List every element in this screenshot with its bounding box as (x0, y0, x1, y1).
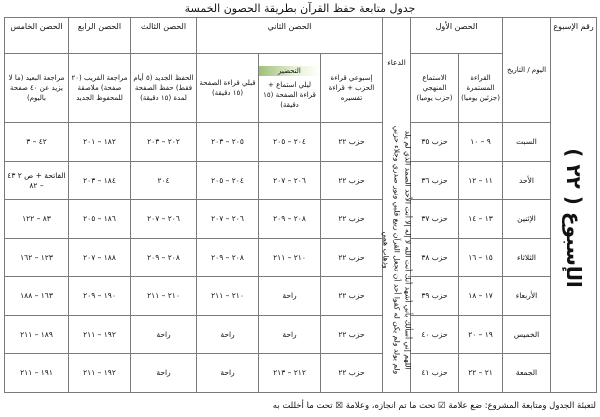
day-cell: الجمعة (503, 354, 551, 393)
new-mem-cell: راحة (131, 354, 197, 393)
far-review-cell: ١٦٣ – ١٨٨ (5, 277, 69, 316)
new-mem-cell: ٢١٠ – ٢١١ (131, 277, 197, 316)
new-mem-cell: ٢٠٤ (131, 161, 197, 200)
nightly-label: ليلي استماع + قراءة الصفحة (١٥ دقيقة) (263, 81, 316, 110)
far-review-cell: ١٢٣ – ١٦٢ (5, 238, 69, 277)
far-review-cell: ١٩١ – ٢١١ (5, 354, 69, 393)
weekly-cell: حزب ٢٢ (321, 354, 383, 393)
preparation-label: التحضير (259, 66, 320, 76)
footer-instructions: لتعبئة الجدول ومتابعة المشروع: ضع علامة ☑ تحت ما تم انجازه، وعلامة ☒ تحت ما أخللت به (272, 401, 596, 411)
far-review-cell: ٨٣ – ١٢٢ (5, 200, 69, 239)
listening-cell: حزب ٣٨ (411, 238, 459, 277)
nightly-header (259, 54, 321, 123)
tribal-cell: ٢٠٦ – ٢٠٧ (197, 200, 259, 239)
listening-cell: حزب ٤١ (411, 354, 459, 393)
near-review-cell: ١٨٨ – ٢٠٧ (69, 238, 131, 277)
day-cell: الإثنين (503, 200, 551, 239)
day-cell: السبت (503, 123, 551, 162)
reading-cell: ١٣ – ١٤ (459, 200, 503, 239)
listening-cell: حزب ٣٦ (411, 161, 459, 200)
near-review-cell: ١٩٢ – ٢١١ (69, 315, 131, 354)
day-cell: الثلاثاء (503, 238, 551, 277)
weekly-header: إسبوعي قراءة الحزب + قراءة تفسيره (321, 54, 383, 123)
tribal-cell: ٢١٠ – ٢١١ (197, 277, 259, 316)
table-row (5, 161, 597, 200)
day-cell: الخميس (503, 315, 551, 354)
session2-header: الحصن الثاني (197, 18, 383, 54)
new-mem-cell: ٢٠٦ – ٢٠٧ (131, 200, 197, 239)
weekly-cell: حزب ٢٢ (321, 161, 383, 200)
tracking-table (4, 17, 597, 393)
weekly-cell: حزب ٢٢ (321, 200, 383, 239)
day-cell: الأربعاء (503, 277, 551, 316)
new-memorization-header: الحفظ الجديد (٥ أيام فقط) حفظ الصفحة لمدة (١٥ دقيقة) (131, 54, 197, 123)
session3-header: الحصن الثالث (131, 18, 197, 54)
reading-cell: ١٧ – ١٨ (459, 277, 503, 316)
systematic-listening-header: الاستماع المنهجي (حزب يوميا) (411, 54, 459, 123)
listening-cell: حزب ٣٥ (411, 123, 459, 162)
reading-cell: ١١ – ١٢ (459, 161, 503, 200)
new-mem-cell: راحة (131, 315, 197, 354)
session1-header: الحصن الأول (411, 18, 503, 54)
new-mem-cell: ٢٠٨ – ٢٠٩ (131, 238, 197, 277)
table-row (5, 277, 597, 316)
table-row (5, 315, 597, 354)
near-review-cell: ١٩٢ – ٢١١ (69, 354, 131, 393)
table-row (5, 200, 597, 239)
reading-cell: ٢١ – ٢٢ (459, 354, 503, 393)
nightly-cell: راحة (259, 277, 321, 316)
weekly-cell: حزب ٢٢ (321, 315, 383, 354)
nightly-cell: ٢١٠ – ٢١١ (259, 238, 321, 277)
far-review-cell: ١٨٩ – ٢١١ (5, 315, 69, 354)
dua-header: الدعاء (387, 58, 406, 67)
nightly-cell: راحة (259, 315, 321, 354)
table-row (5, 238, 597, 277)
week-number-header: رقم الإسبوع (553, 22, 594, 31)
session5-header: الحصن الخامس (5, 18, 69, 54)
new-mem-cell: ٢٠٢ – ٢٠٣ (131, 123, 197, 162)
continuous-reading-header: القراءة المستمرة (جزئين يوميا) (459, 54, 503, 123)
near-review-cell: ١٨٦ – ٢٠٥ (69, 200, 131, 239)
table-row (5, 123, 597, 162)
tribal-cell: ٢٠٤ – ٢٠٥ (197, 161, 259, 200)
listening-cell: حزب ٣٩ (411, 277, 459, 316)
day-cell: الأحد (503, 161, 551, 200)
listening-cell: حزب ٣٧ (411, 200, 459, 239)
tribal-cell: راحة (197, 354, 259, 393)
page-title: جدول متابعة حفظ القرآن بطريقة الحصون الخمسة (184, 2, 416, 15)
nightly-cell: ٢٠٨ – ٢٠٩ (259, 200, 321, 239)
listening-cell: حزب ٤٠ (411, 315, 459, 354)
reading-cell: ١٩ – ٢٠ (459, 315, 503, 354)
weekly-cell: حزب ٢٢ (321, 238, 383, 277)
session4-header: الحصن الرابع (69, 18, 131, 54)
near-review-cell: ١٨٤ – ٢٠٣ (69, 161, 131, 200)
tribal-header: قبلي قراءة الصفحة (١٥ دقيقة) (197, 54, 259, 123)
week-number-column (551, 18, 597, 393)
reading-cell: ٩ – ١٠ (459, 123, 503, 162)
table-row (5, 354, 597, 393)
day-date-header: اليوم / التاريخ (503, 18, 551, 123)
weekly-cell: حزب ٢٢ (321, 123, 383, 162)
near-review-header: مراجعة القريب (٢٠ صفحة) ملاصقة للمحفوظ الجديد (69, 54, 131, 123)
reading-cell: ١٥ – ١٦ (459, 238, 503, 277)
dua-column (383, 18, 411, 393)
far-review-cell: الفاتحة + ص ٢ ٤٣ – ٨٢ (5, 161, 69, 200)
near-review-cell: ١٨٢ – ٢٠١ (69, 123, 131, 162)
tribal-cell: راحة (197, 315, 259, 354)
nightly-cell: ٢٠٤ – ٢٠٥ (259, 123, 321, 162)
nightly-cell: ٢١٢ – ٢١٣ (259, 354, 321, 393)
far-review-cell: ٤٢ – ٣ (5, 123, 69, 162)
tribal-cell: ٢٠٨ – ٢٠٩ (197, 238, 259, 277)
far-review-header: مراجعة البعيد (ما لا يزيد عن ٤٠ صفحة باليوم) (5, 54, 69, 123)
week-number-value: الإسبوع ( ٢٢ ) (561, 148, 586, 288)
dua-text: اللهم إني أسألك بأني أشهد أنك أنت الله لا إله إلا أنت الأحد الصمد الذي لم يلد ولم يولد ولم يكن له كفوا أحد أن تجعل القرآن ربيع قلبي ونور صدري وجلاء حزني وذهاب همي (381, 125, 412, 375)
near-review-cell: ١٩٠ – ٢٠٩ (69, 277, 131, 316)
tribal-cell: ٢٠٥ – ٢٠٣ (197, 123, 259, 162)
weekly-cell: حزب ٢٢ (321, 277, 383, 316)
nightly-cell: ٢٠٦ – ٢٠٧ (259, 161, 321, 200)
